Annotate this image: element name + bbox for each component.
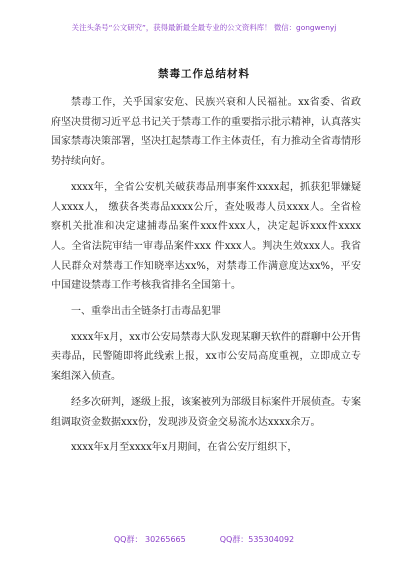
header-banner: 关注头条号“公文研究”，获得最新最全最专业的公文资料库！ 微信：gongwenyj (71, 23, 337, 32)
paragraph-intro: 禁毒工作，关乎国家安危、民族兴衰和人民福祉。xx省委、省政府坚决贯彻习近平总书记关于禁毒工作的重要指示批示精神，认真落实国家禁毒决策部署，坚决扛起禁毒工作主体责任，有力推动全省毒情形势持续向好。 (51, 97, 361, 168)
paragraph-statistics: xxxx年，全省公安机关破获毒品刑事案件xxxx起，抓获犯罪嫌疑人xxxx人， 缴获各类毒品xxxx公斤，查处吸毒人员xxxx人。全省检察机关批准和决定逮捕毒品案件xxx件xxx人，决定起诉xxx件xxxx人。全省法院审结一审毒品案件xxx 件xxx人。判决生效xxx人。我省人民群众对禁毒工作知晓率达xx%，对禁毒工作满意度达xx%，平安中国建设禁毒工作考核我省排名全国第十。 (51, 181, 361, 292)
paragraph-case-discovery: xxxx年x月，xx市公安局禁毒大队发现某聊天软件的群聊中公开售卖毒品，民警随即将此线索上报，xx市公安局高度重视，立即成立专案组深入侦查。 (51, 331, 361, 383)
footer-contact (0, 534, 408, 545)
document-body (51, 93, 361, 464)
footer-qq-group-1: QQ群： 30265665 (113, 535, 186, 544)
document-title: 禁毒工作总结材料 (158, 68, 250, 80)
paragraph-case-investigation: 经多次研判，逐级上报，该案被列为部级目标案件开展侦查。专案组调取资金数据xxx份，发现涉及资金交易流水达xxxx余万。 (51, 396, 361, 428)
paragraph-case-operation: xxxx年x月至xxxx年x月期间，在省公安厅组织下， (71, 442, 298, 454)
footer-qq-group-2: QQ群：535304092 (219, 535, 295, 544)
section-heading: 一、重拳出击全链条打击毒品犯罪 (71, 306, 221, 318)
